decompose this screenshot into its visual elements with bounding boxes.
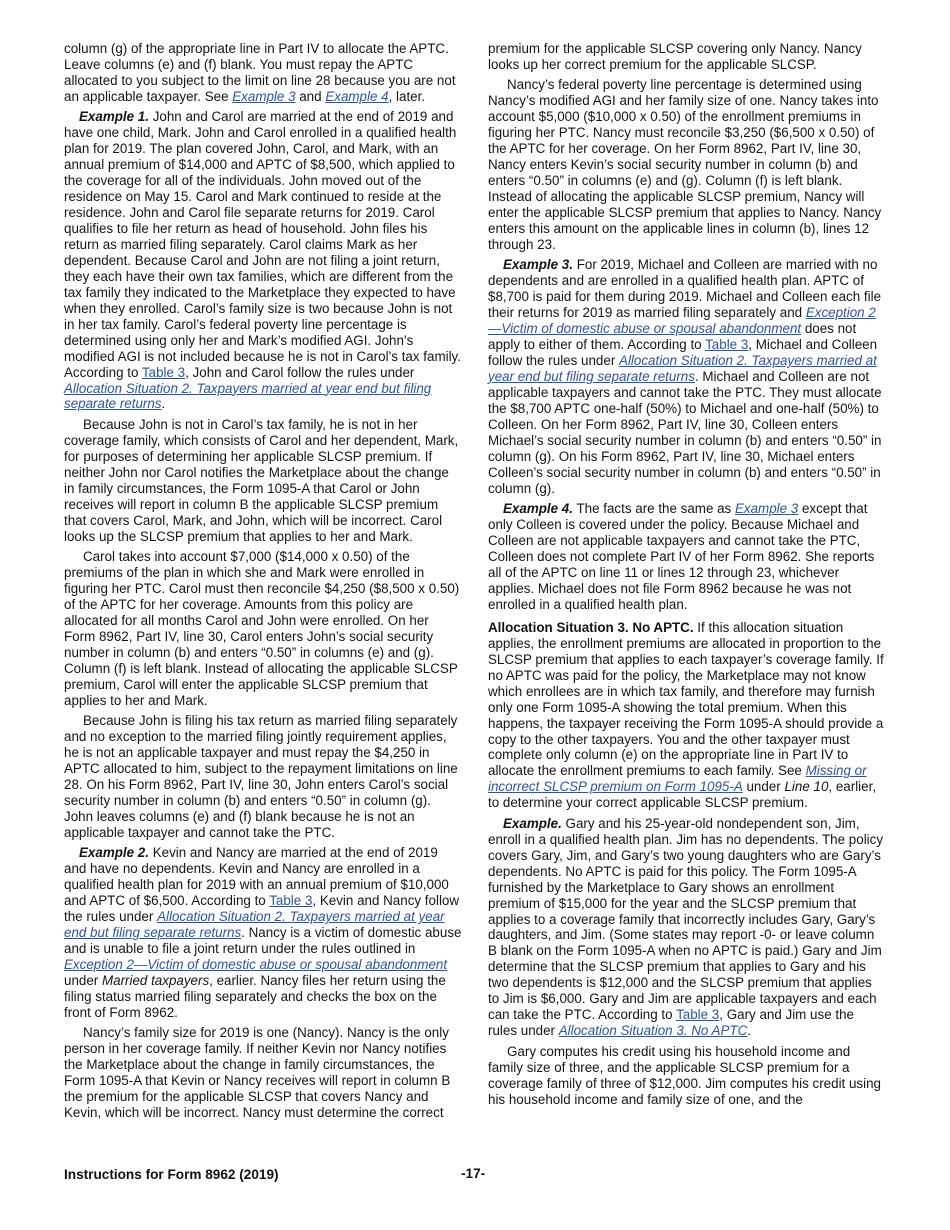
text: If this allocation situation applies, the enrollment premiums are allocated in proportion to the SLCSP premium that applies to each taxpayer’s coverage family. If no APTC was paid for the policy, the Marketplace may not know which enrollees are in which tax family, and therefore may furnish only one Form 1095-A showing the total premium. When this happens, the taxpayer receiving the Form 1095-A should provide a copy to the other taxpayers. You and the other taxpayer must complete only column (e) on the appropriate line in Part IV to allocate the enrollment premiums to each family. See	[488, 619, 884, 779]
text: . Michael and Colleen are not applicable taxpayers and cannot take the PTC. They must allocate the $8,700 APTC one-half (50%) to Michael and one-half (50%) to Colleen. On her Form 8962, Part IV, line 30, Colleen enters Michael’s social security number in column (b) and enters “0.50” in column (g). On his Form 8962, Part IV, line 30, Michael enters Colleen’s social security number in column (b) and enters “0.50” in column (g).	[488, 369, 882, 496]
left-column	[64, 41, 462, 1125]
example-label: Example 3.	[503, 257, 573, 273]
example-label: Example 1.	[79, 109, 149, 125]
text: under	[742, 779, 785, 795]
link-allocation-situation-2[interactable]: Allocation Situation 2. Taxpayers married at year end but filing separate returns	[488, 353, 877, 385]
text: .	[747, 1023, 752, 1039]
text: , earlier. Nancy files her return using the filing status married filing separately and checks the box on the front of Form 8962.	[64, 972, 446, 1020]
text: does not apply to either of them. According to	[488, 321, 857, 353]
link-missing-slcsp-premium[interactable]: Missing or incorrect SLCSP premium on Form 1095-A	[488, 763, 867, 795]
italic-text: Married taxpayers	[101, 972, 210, 988]
text: under	[64, 972, 102, 988]
paragraph: Nancy’s family size for 2019 is one (Nancy). Nancy is the only person in her coverage family. If neither Kevin nor Nancy notifies the Marketplace about the change in family circumstances, the Form 1095-A that Kevin or Nancy receives will report in column B the premium for the applicable SLCSP that covers Nancy and Kevin, which will be incorrect. Nancy must determine the correct	[64, 1025, 451, 1120]
text: For 2019, Michael and Colleen are married with no dependents and are enrolled in a qualified health plan. APTC of $8,700 is paid for them during 2019. Michael and Colleen each file their returns for 2019 as married filing separately and	[488, 257, 882, 321]
paragraph: Gary computes his credit using his household income and family size of three, and the applicable SLCSP premium for a coverage family of three of $12,000. Jim computes his credit using his household income and family size of one, and the	[488, 1043, 881, 1107]
link-exception-2[interactable]: Exception 2—Victim of domestic abuse or spousal abandonment	[488, 305, 876, 337]
paragraph-intro	[64, 41, 462, 105]
link-example-4[interactable]: Example 4	[325, 88, 389, 104]
right-column	[488, 41, 886, 1112]
text: The facts are the same as	[572, 501, 735, 517]
text: , Kevin and Nancy follow the rules under	[64, 893, 460, 925]
example-3	[488, 257, 886, 496]
italic-text: Line 10	[784, 779, 829, 795]
link-table-3[interactable]: Table 3	[676, 1007, 720, 1023]
text: , Gary and Jim use the rules under	[488, 1007, 854, 1039]
link-allocation-situation-2[interactable]: Allocation Situation 2. Taxpayers married at year end but filing separate returns	[64, 909, 445, 940]
text: column (g) of the appropriate line in Part IV to allocate the APTC. Leave columns (e) and (f) blank. You must repay the APTC allocated to you subject to the limit on line 28 because you are not an applicable taxpayer. See	[64, 41, 456, 104]
text: , Michael and Colleen follow the rules under	[488, 337, 878, 369]
text: , earlier, to determine your correct applicable SLCSP premium.	[488, 779, 877, 811]
paragraph: Because John is not in Carol’s tax family, he is not in her coverage family, which consists of Carol and her dependent, Mark, for purposes of determining her applicable SLCSP premium. If neither John nor Carol notifies the Marketplace about the change in family circumstances, the Form 1095-A that Carol or John receives will report in column B the applicable SLCSP premium that covers Carol, Mark, and John, which will be incorrect. Carol looks up the SLCSP premium that applies to her and Mark.	[64, 416, 459, 544]
example-label: Example 2.	[79, 845, 149, 861]
text: except that only Colleen is covered under the policy. Because Michael and Colleen are not applicable taxpayers and cannot take the PTC, Colleen does not complete Part IV of her Form 8962. She reports all of the APTC on line 11 or lines 12 through 23, whichever applies. Michael does not file Form 8962 because he was not enrolled in a qualified health plan.	[488, 501, 875, 612]
link-exception-2[interactable]: Exception 2—Victim of domestic abuse or spousal abandonment	[64, 956, 448, 972]
text: Gary and his 25-year-old nondependent son, Jim, enroll in a qualified health plan. Jim has no dependents. The policy covers Gary, Jim, and Gary’s two young daughters who are Gary’s dependents. No APTC is paid for this policy. The Form 1095-A furnished by the Marketplace to Gary shows an enrollment premium of $15,000 for the year and the SLCSP premium that applies to a coverage family that incorrectly includes Gary, Gary’s daughters, and Jim. (Some states may report -0- or leave column B blank on the Form 1095-A when no APTC is paid.) Gary and Jim determine that the SLCSP premium that applies to Gary and his two dependents is $12,000 and the SLCSP premium that applies to Jim is $6,000. Gary and Jim are applicable taxpayers and each can take the PTC. According to	[488, 815, 884, 1023]
allocation-situation-3	[488, 620, 886, 811]
text: Kevin and Nancy are married at the end of 2019 and have no dependents. Kevin and Nancy are enrolled in a qualified health plan for 2019 with an annual premium of $10,000 and APTC of $6,500. According to	[64, 845, 449, 909]
link-example-3[interactable]: Example 3	[232, 88, 296, 104]
text: , later.	[388, 88, 426, 104]
link-table-3[interactable]: Table 3	[705, 337, 749, 353]
text: .	[161, 396, 166, 412]
link-table-3[interactable]: Table 3	[141, 364, 186, 380]
footer-form-title: Instructions for Form 8962 (2019)	[64, 1167, 279, 1182]
text: John and Carol are married at the end of 2019 and have one child, Mark. John and Carol enrolled in a qualified health plan for 2019. The plan covered John, Carol, and Mark, with an annual premium of $14,000 and APTC of $8,500, which applied to the coverage for all of the individuals. John moved out of the residence on May 15. Carol and Mark continued to reside at the residence. John and Carol file separate returns for 2019. Carol qualifies to file her return as head of household. John files his return as married filing separately. Carol claims Mark as her dependent. Because Carol and John are not filing a joint return, they each have their own tax families, which are different from the tax family they indicated to the Marketplace they expected to have when they enrolled. Carol’s family size is two because John is not in her tax family. Carol’s federal poverty line percentage is determined using only her and Mark’s modified AGI. John’s modified AGI is not included because he is not in Carol’s tax family. According to	[64, 109, 461, 380]
example-4	[488, 501, 886, 613]
section-heading: Allocation Situation 3. No APTC.	[488, 619, 694, 635]
paragraph: Carol takes into account $7,000 ($14,000 x 0.50) of the premiums of the plan in which she and Mark were enrolled in figuring her PTC. Carol must then reconcile $4,250 ($8,500 x 0.50) of the APTC for her coverage. Amounts from this policy are allocated for all months Carol and John were enrolled. On her Form 8962, Part IV, line 30, Carol enters John’s social security number in column (b) and enters “0.50” in columns (e) and (g). Column (f) is left blank. Instead of allocating the applicable SLCSP premium, Carol will enter the applicable SLCSP premium that applies to her and Mark.	[64, 549, 460, 708]
example-label: Example 4.	[503, 501, 573, 517]
link-allocation-situation-2[interactable]: Allocation Situation 2. Taxpayers married at year end but filing separate returns	[64, 380, 432, 412]
example-1	[64, 109, 462, 412]
example-2	[64, 845, 462, 1020]
text: . Nancy is a victim of domestic abuse and is unable to file a joint return under the rules outlined in	[64, 924, 462, 956]
text: , John and Carol follow the rules under	[185, 364, 415, 380]
text: and	[295, 88, 326, 104]
link-table-3[interactable]: Table 3	[269, 893, 313, 909]
link-example-3[interactable]: Example 3	[734, 501, 799, 517]
paragraph: Because John is filing his tax return as married filing separately and no exception to the married filing jointly requirement applies, he is not an applicable taxpayer and must repay the $4,250 in APTC allocated to him, subject to the repayment limitations on line 28. On his Form 8962, Part IV, line 30, John enters Carol’s social security number in column (b) and enters “0.50” in column (g). John leaves columns (e) and (f) blank because he is not an applicable taxpayer and cannot take the PTC.	[64, 713, 458, 840]
link-allocation-situation-3[interactable]: Allocation Situation 3. No APTC	[558, 1023, 748, 1039]
footer-page-number: -17-	[461, 1166, 486, 1181]
paragraph: premium for the applicable SLCSP covering only Nancy. Nancy looks up her correct premium for the applicable SLCSP.	[488, 41, 862, 72]
paragraph: Nancy’s federal poverty line percentage is determined using Nancy’s modified AGI and her family size of one. Nancy takes into account $5,000 ($10,000 x 0.50) of the enrollment premiums in figuring her PTC. Nancy must reconcile $3,250 ($6,500 x 0.50) of the APTC for her coverage. On her Form 8962, Part IV, line 30, Nancy enters Kevin’s social security number in column (b) and enters “0.50” in columns (e) and (g). Column (f) is left blank. Instead of allocating the applicable SLCSP premium, Nancy will enter the applicable SLCSP premium that applies to Nancy. Nancy enters this amount on the applicable lines in column (b), lines 12 through 23.	[488, 77, 882, 252]
example-gary-jim	[488, 816, 886, 1039]
example-label: Example.	[503, 815, 562, 831]
